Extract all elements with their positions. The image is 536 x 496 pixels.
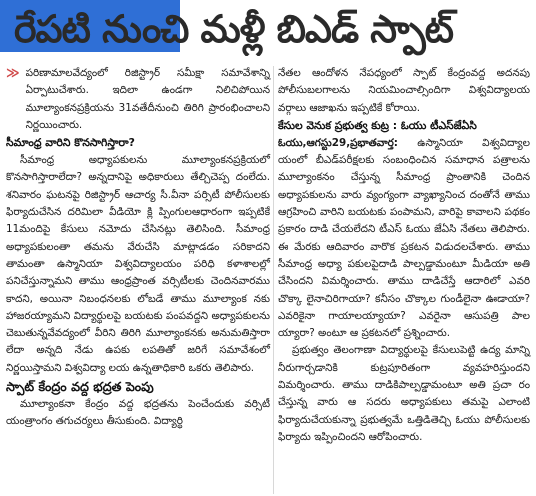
body-paragraph-2: మూల్యాంకనా కేంద్రం వద్ద భద్రతను పెంచేందుకు వర్సిటీ యంత్రాంగం తగుచర్యలు తీసుకుంది. విద్యార్థి <box>6 398 270 428</box>
double-chevron-icon: ≫ <box>6 66 20 81</box>
right-body-text-1: ఉస్మానియా విశ్వవిద్యాల యంలో బీఎడ్‌పరీక్షలకు సంబంధించిన సమాధాన పత్రాలను మూల్యాంకనం చేస్తున్న సీమాంధ్ర ప్రాంతానికి చెందిన అధ్యాపకులను వారు వ్యంగ్యంగా వ్యాఖ్యానించ దంతోనే తాము ఆగ్రహించి వారిని బయటకు పంపామని, వారిపై కావాలని పథకం ప్రకారం దాడి చేయలేదని టీఎస్ ఓయు జేఏసి నేతలు తెలిపారు. ఈ మేరకు ఆదివారం వారొక ప్రకటన విడుదలచేశారు. తాము సీమాంధ్ర అధ్యా పకులపైదాడి పాల్పడ్డామంటూ మీడియా అతి చేసిందని విమర్శించారు. తాము దాడిచేస్తే ఆదారిలో ఎవరి చొక్కా లైనాచిరిగాయా? కనీసం చొక్కాల గుండీలైనా ఊడాయా? ఎవరికైనా గాయాలయ్యాయా? ఎవరైనా ఆసుపత్రి పాల య్యారా? అంటూ ఆ ప్రకటనలో ప్రశ్నించారు. <box>278 136 530 340</box>
right-body-paragraph-1 <box>278 135 530 343</box>
headline: రేపటి నుంచి మళ్లీ బిఎడ్ స్పాట్ <box>14 7 453 51</box>
right-top-paragraph: నేతల ఆందోళన నేపధ్యంలో స్పాట్ కేంద్రంవద్ద అదనపు పోలీసుబలగాలను నియమించాల్సిందిగా విశ్వవిద్యాలయ వర్గాలు ఆజాఖను ఇప్పటికే కోరాయి. <box>278 67 530 114</box>
column-divider <box>273 66 274 494</box>
headline-area <box>0 0 536 62</box>
subhead-government-conspiracy: కేసుల వెనుక ప్రభుత్వ కుట్ర : ఓయు టీఎస్‌జేఏసి <box>278 118 477 132</box>
left-column <box>6 65 270 431</box>
lead-paragraph <box>6 65 270 134</box>
lead-text: పరిణామాలవేద్యంలో రిజిస్ట్రార్ సమీక్షా సమావేశాన్ని ఏర్పాటుచేశారు. ఇదిలా ఉండగా నిలిచిపోయిన మూల్యాంకనప్రక్రియను 31వతేదీనుంచి తిరిగి ప్రారంభించాలని నిర్ణయించారు. <box>25 67 270 131</box>
right-body-paragraph-2: ప్రభుత్వం తెలంగాణా విద్యార్థులపై కేసులుపెట్టి ఉద్య మాన్ని నీరుగార్చడానికి కుట్రపూరితంగా వ్యవహరిస్తుందని విమర్శించారు. తాము దాడికిపాల్పడ్డామంటూ అతి ప్రచా రం చేస్తున్న వారు ఆ సదరు అధ్యాపకులు తమపై ఎలాంటి ఫిర్యాదుచేయకున్నా ప్రభుత్వమే ఒత్తిడితెచ్చి ఓయు పోలీసులకు ఫిర్యాదు ఇప్పించిందని ఆరోపించారు. <box>278 344 530 443</box>
subhead-security: స్పాట్ కేంద్రం వద్ద భద్రత పెంపు <box>6 379 154 395</box>
body-paragraph-1: సీమాంధ్ర అధ్యాపకులను మూల్యాంకనప్రక్రియలో కొనసాగిస్తారాలేదా? అన్నదానిపై అధికారులు తేల్చిచెప్ప దంలేదు. శనివారం ఘటనపై రిజిస్ట్రార్ ఆచార్య సీ.వీనా పర్సిటీ పోలీసులకు ఫిర్యాదుచేసిన దరిమిలా వీడియో క్లి ప్పింగులఆధారంగా ఇప్పటికే 11మందిపై కేసులు నమోదు చేసినట్లు తెలిసింది. సీమాంధ్ర అధ్యాపకులంతా తమను వేరుచేసి మాట్లాడడం సరికాదని తామంతా ఉస్మానియా విశ్వవిద్యాలయం పరిధి కళాశాలల్లో పనిచేస్తున్నామని తాము ఆంధ్రప్రాంత వర్సిటీలకు చెందినవారము కాదని, అయినా నిబంధనలకు లోబడే తాము మూల్యాంక నకు హాజరయ్యామని విద్యార్థులపై బయటకు పంపవద్దని అధ్యాపకులను చెబుతున్నవేవద్యంలో వీరిని తిరిగి మూల్యాంకనకు అనుమతిస్తారా లేదా అన్నది నేడు ఉపకు లపతితో జరిగే సమావేశంలో నిర్ణయిస్తామని విశ్వవిద్యా లయ ఉన్నతాధికారి ఒకరు తెలిపారు. <box>6 154 270 374</box>
dateline: ఓయు,ఆగస్టు29,ప్రభాతవార్త: <box>278 136 398 149</box>
subhead-continuation-question: సీమాంధ్ర వారిని కొనసాగిస్తారా? <box>6 136 135 150</box>
right-column <box>278 65 530 446</box>
